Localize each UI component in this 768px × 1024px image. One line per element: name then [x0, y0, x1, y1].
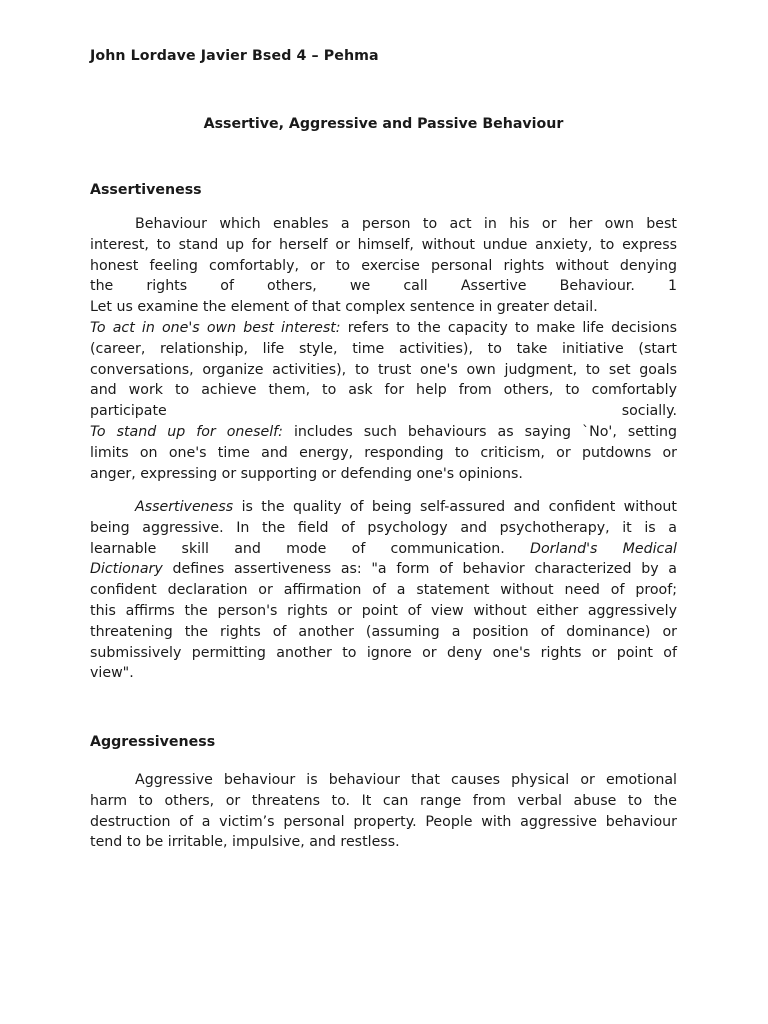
text-line: the rights of others, we call Assertive Behaviour. 1	[90, 278, 677, 295]
text-line: (career, relationship, life style, time activities), to take initiative (start	[90, 340, 677, 357]
text-line: limits on one's time and energy, responding to criticism, or putdowns or	[90, 444, 677, 461]
text-line: Dictionary defines assertiveness as: "a form of behavior characterized by a	[90, 561, 677, 578]
definition-line: To act in one's own best interest: refers to the capacity to make life decisions	[90, 319, 677, 336]
heading-assertiveness: Assertiveness	[90, 182, 202, 198]
text-line: learnable skill and mode of communication. Dorland's Medical	[90, 540, 677, 557]
term-assertiveness: Assertiveness	[135, 499, 234, 515]
text-line: participate socially.	[90, 403, 677, 420]
text-line: being aggressive. In the field of psychology and psychotherapy, it is a	[90, 519, 677, 536]
text-line: view".	[90, 665, 134, 682]
text-line: anger, expressing or supporting or defending one's opinions.	[90, 465, 523, 482]
assertiveness-paragraph-2	[90, 497, 677, 684]
text-line: honest feeling comfortably, or to exercise personal rights without denying	[90, 257, 677, 274]
text-line: and work to achieve them, to ask for help from others, to comfortably	[90, 382, 677, 399]
text-line: Assertiveness is the quality of being self-assured and confident without	[135, 499, 677, 515]
text-line: Behaviour which enables a person to act in his or her own best	[135, 216, 677, 232]
source-dorlands: Dorland's Medical	[530, 540, 677, 557]
term-own-best-interest: To act in one's own best interest:	[90, 319, 341, 336]
document-title: Assertive, Aggressive and Passive Behaviour	[203, 116, 564, 132]
text-line: conversations, organize activities), to trust one's own judgment, to set goals	[90, 361, 677, 378]
aggressiveness-paragraph	[90, 770, 677, 853]
text-line: Let us examine the element of that complex sentence in greater detail.	[90, 299, 598, 316]
text-line: submissively permitting another to ignore or deny one's rights or point of	[90, 644, 677, 661]
text-line: tend to be irritable, impulsive, and restless.	[90, 834, 400, 851]
text-line: confident declaration or affirmation of a statement without need of proof;	[90, 582, 677, 599]
author-line: John Lordave Javier Bsed 4 – Pehma	[90, 48, 379, 64]
definition-line: To stand up for oneself: includes such behaviours as saying `No', setting	[90, 423, 678, 440]
text-line: this affirms the person's rights or point of view without either aggressively	[90, 602, 677, 619]
assertiveness-paragraph-1	[90, 214, 677, 484]
text-line: harm to others, or threatens to. It can range from verbal abuse to the	[90, 792, 677, 809]
text-line: Aggressive behaviour is behaviour that causes physical or emotional	[135, 772, 677, 788]
heading-aggressiveness: Aggressiveness	[90, 734, 216, 750]
text-line: threatening the rights of another (assuming a position of dominance) or	[90, 623, 677, 640]
source-dictionary: Dictionary	[90, 561, 163, 578]
text-line: destruction of a victim’s personal property. People with aggressive behaviour	[90, 813, 677, 830]
text-line: interest, to stand up for herself or himself, without undue anxiety, to express	[90, 236, 677, 253]
term-stand-up-for-oneself: To stand up for oneself:	[90, 423, 283, 440]
